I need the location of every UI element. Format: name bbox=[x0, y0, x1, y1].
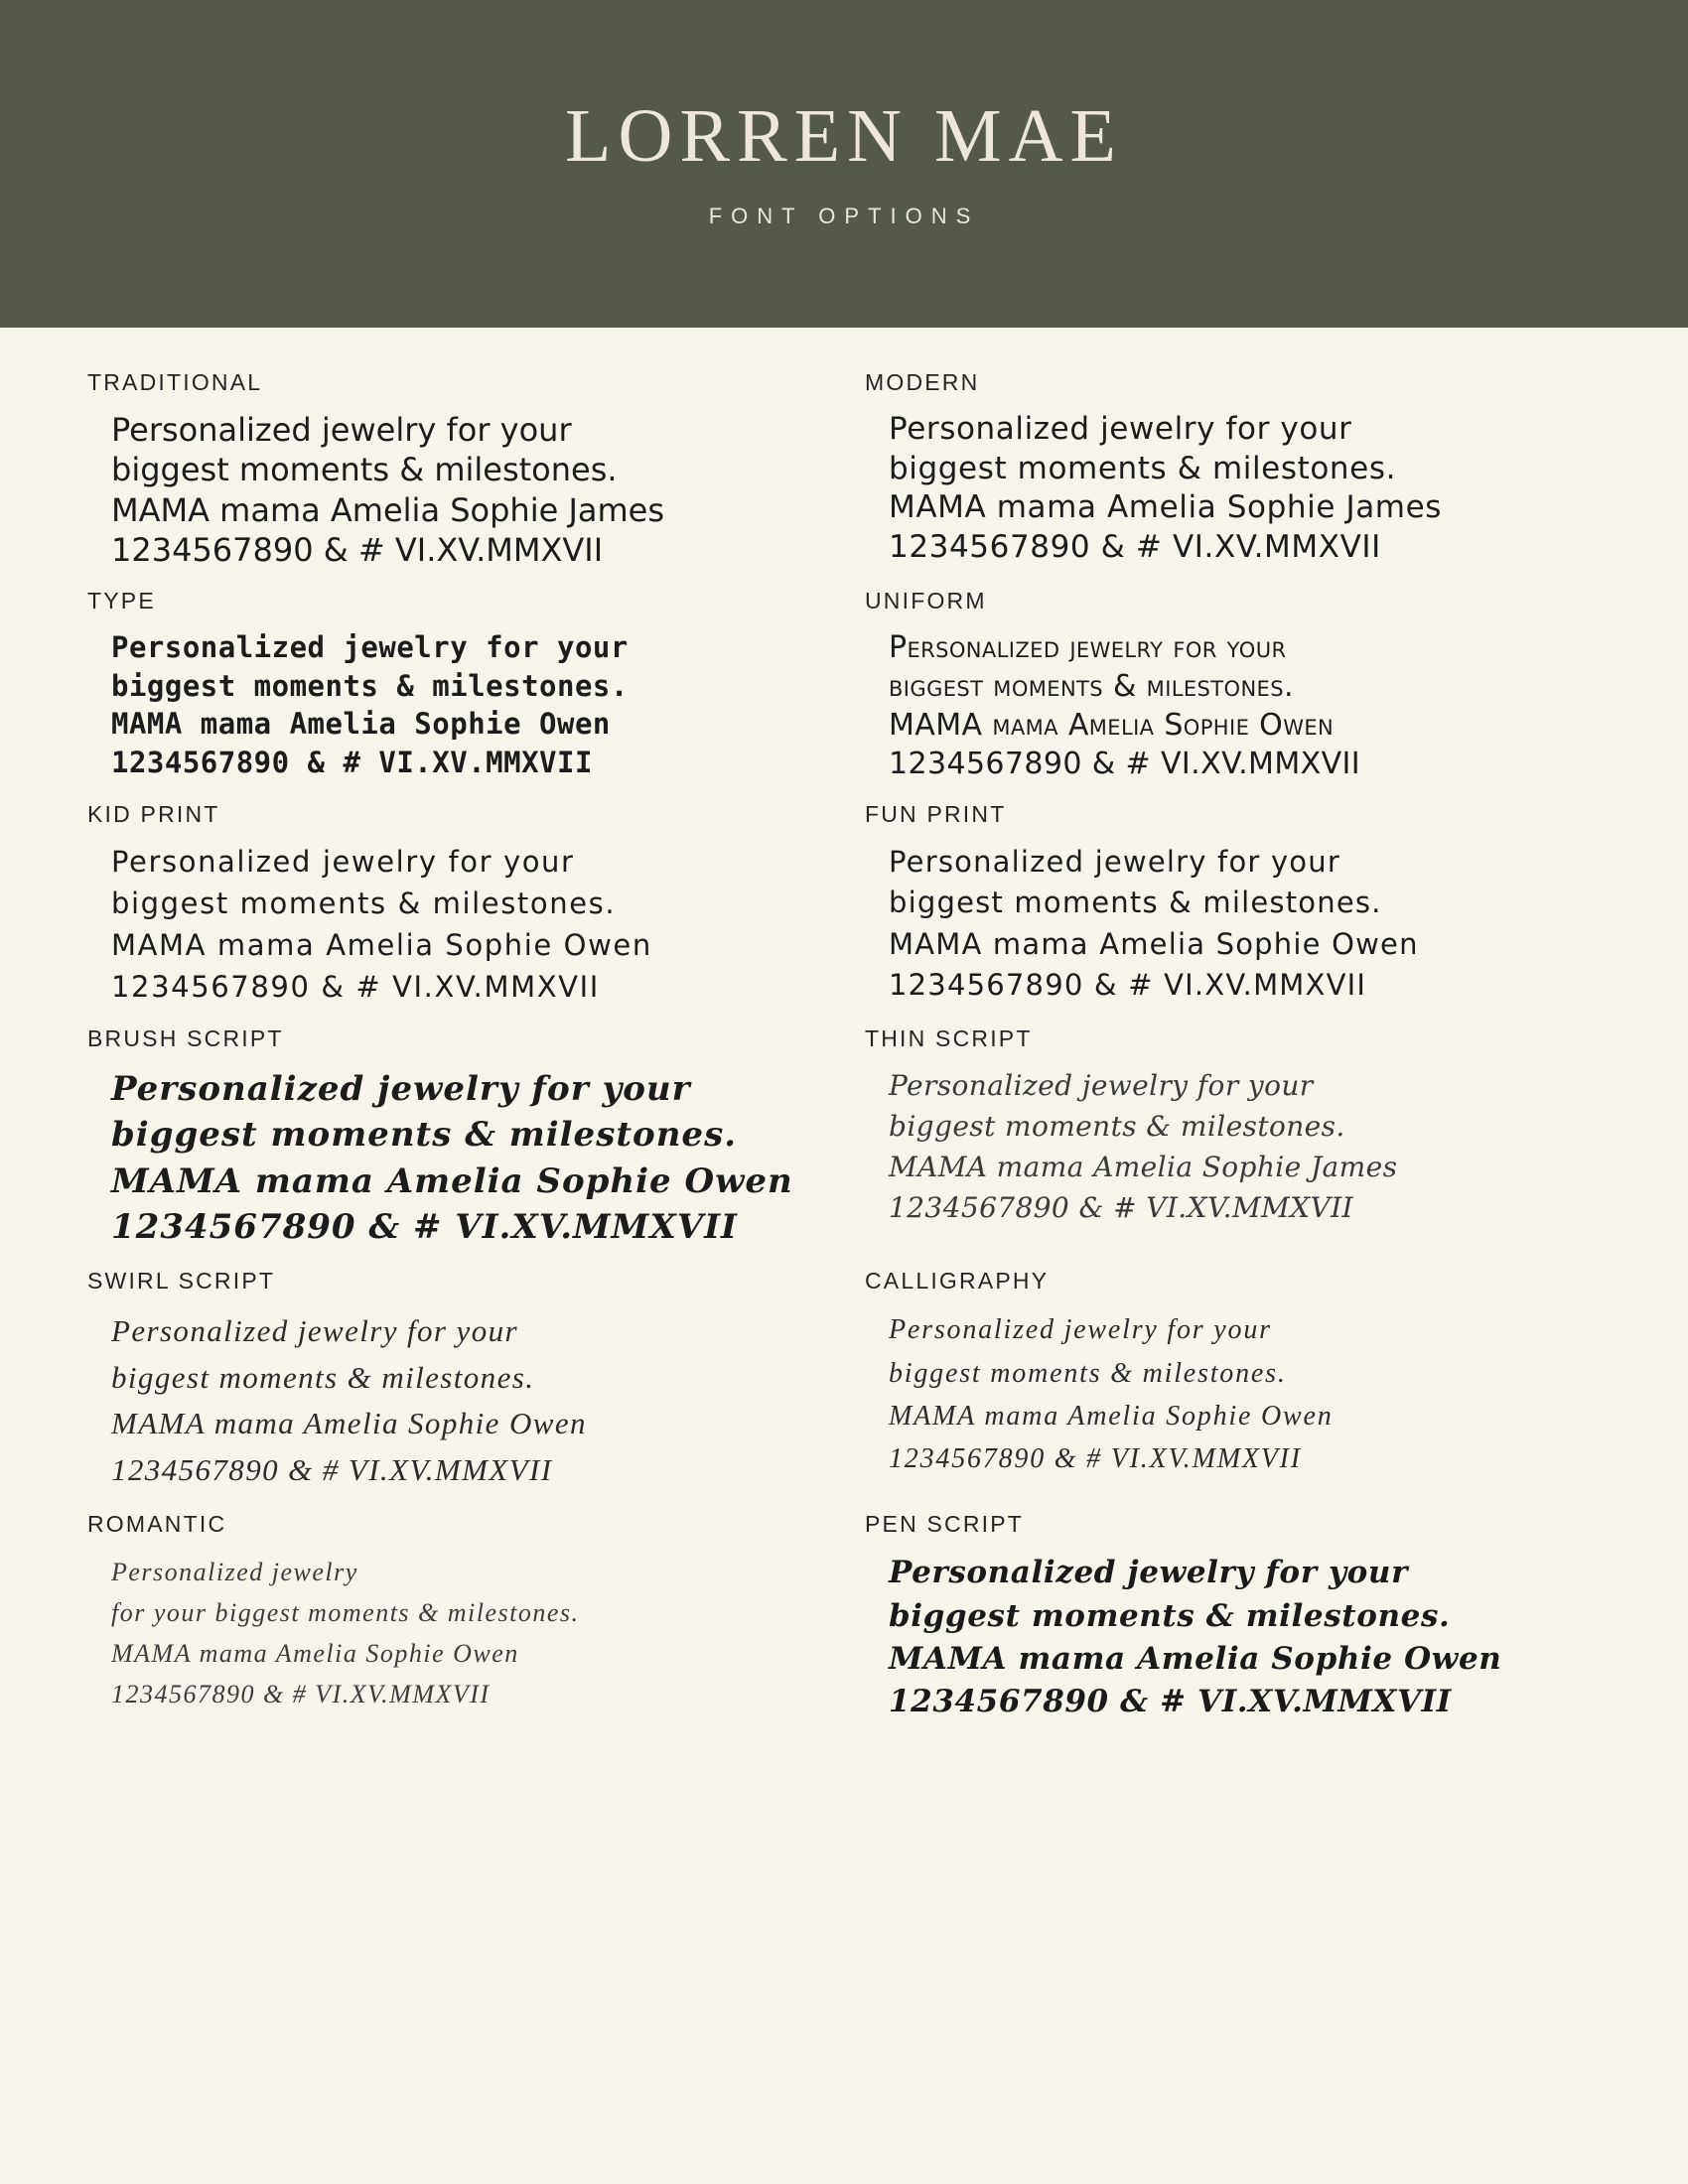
font-block-brush-script bbox=[60, 1025, 793, 1268]
sample-line-2: biggest moments & milestones. bbox=[889, 886, 1382, 920]
font-sample-romantic bbox=[111, 1552, 789, 1714]
sample-line-3: MAMA mama Amelia Sophie James bbox=[889, 489, 1443, 526]
font-sample-brush-script bbox=[111, 1066, 793, 1250]
font-label-traditional: TRADITIONAL bbox=[87, 369, 263, 395]
sample-line-3: MAMA mama Amelia Sophie Owen bbox=[889, 926, 1419, 961]
sample-line-4: 1234567890 & # VI.XV.MMXVII bbox=[111, 969, 600, 1004]
font-sample-thin-script bbox=[889, 1066, 1567, 1229]
sample-line-1: Personalized jewelry bbox=[111, 1558, 358, 1587]
sample-line-1: Personalized jewelry for your bbox=[111, 845, 575, 880]
font-label-calligraphy: CALLIGRAPHY bbox=[865, 1268, 1050, 1295]
sample-line-4: 1234567890 & # VI.XV.MMXVII bbox=[111, 745, 593, 779]
sample-line-2: for your biggest moments & milestones. bbox=[111, 1598, 580, 1628]
sample-line-1: Personalized jewelry for your bbox=[889, 845, 1340, 880]
font-block-swirl-script bbox=[60, 1268, 789, 1511]
font-block-fun-print bbox=[837, 801, 1567, 1025]
font-block-kid-print bbox=[60, 801, 789, 1025]
sample-line-4: 1234567890 & # VI.XV.MMXVII bbox=[889, 747, 1360, 782]
font-sample-fun-print bbox=[889, 842, 1567, 1006]
brand-title: LORREN MAE bbox=[565, 94, 1123, 178]
font-label-romantic: ROMANTIC bbox=[87, 1511, 227, 1538]
sample-line-2: biggest moments & milestones. bbox=[889, 1597, 1451, 1634]
sample-line-1: Personalized jewelry for your bbox=[889, 411, 1352, 447]
font-label-modern: MODERN bbox=[865, 369, 980, 395]
sample-line-4: 1234567890 & # VI.XV.MMXVII bbox=[889, 967, 1367, 1002]
sample-line-3: MAMA mama Amelia Sophie Owen bbox=[111, 927, 652, 962]
font-label-fun-print: FUN PRINT bbox=[865, 801, 1007, 828]
sample-line-3: MAMA mama Amelia Sophie Owen bbox=[889, 1640, 1502, 1677]
font-sample-kid-print bbox=[111, 842, 789, 1008]
font-label-uniform: UNIFORM bbox=[865, 588, 987, 614]
sample-line-1: Personalized jewelry for your bbox=[111, 411, 572, 449]
font-sample-uniform bbox=[889, 628, 1567, 783]
font-block-calligraphy bbox=[837, 1268, 1567, 1511]
sample-line-1: Personalized jewelry for your bbox=[889, 630, 1287, 666]
sample-line-2: biggest moments & milestones. bbox=[889, 1110, 1345, 1144]
sample-line-3: MAMA mama Amelia Sophie Owen bbox=[889, 708, 1335, 744]
sample-line-1: Personalized jewelry for your bbox=[889, 1069, 1314, 1103]
font-sample-modern bbox=[889, 410, 1567, 568]
font-label-brush-script: BRUSH SCRIPT bbox=[87, 1025, 284, 1052]
font-label-thin-script: THIN SCRIPT bbox=[865, 1025, 1033, 1052]
sample-line-2: biggest moments & milestones. bbox=[111, 1115, 738, 1156]
sample-line-1: Personalized jewelry for your bbox=[111, 1069, 691, 1110]
font-block-type bbox=[60, 588, 789, 801]
font-block-modern bbox=[837, 369, 1567, 588]
sample-line-4: 1234567890 & # VI.XV.MMXVII bbox=[889, 1443, 1302, 1475]
sample-line-1: Personalized jewelry for your bbox=[111, 1313, 518, 1349]
sample-line-3: MAMA mama Amelia Sophie Owen bbox=[889, 1400, 1334, 1432]
sample-line-3: MAMA mama Amelia Sophie Owen bbox=[111, 1639, 519, 1669]
page-subtitle: FONT OPTIONS bbox=[708, 204, 980, 228]
sample-line-3: MAMA mama Amelia Sophie James bbox=[889, 1151, 1398, 1183]
sample-line-4: 1234567890 & # VI.XV.MMXVII bbox=[111, 1451, 553, 1487]
sample-line-2: biggest moments & milestones. bbox=[889, 669, 1294, 705]
sample-line-4: 1234567890 & # VI.XV.MMXVII bbox=[111, 530, 604, 569]
font-block-pen-script bbox=[837, 1511, 1567, 1742]
font-label-pen-script: PEN SCRIPT bbox=[865, 1511, 1025, 1538]
sample-line-4: 1234567890 & # VI.XV.MMXVII bbox=[889, 1190, 1353, 1224]
sample-line-1: Personalized jewelry for your bbox=[889, 1314, 1272, 1346]
sample-line-3: MAMA mama Amelia Sophie James bbox=[111, 490, 665, 529]
font-sample-swirl-script bbox=[111, 1308, 789, 1493]
sample-line-3: MAMA mama Amelia Sophie Owen bbox=[111, 1160, 793, 1201]
sample-line-2: biggest moments & milestones. bbox=[111, 1359, 535, 1395]
font-label-type: TYPE bbox=[87, 588, 156, 614]
font-block-traditional bbox=[60, 369, 789, 588]
sample-line-2: biggest moments & milestones. bbox=[889, 450, 1397, 486]
sample-line-4: 1234567890 & # VI.XV.MMXVII bbox=[889, 1684, 1452, 1720]
sample-line-2: biggest moments & milestones. bbox=[111, 451, 618, 489]
sample-line-2: biggest moments & milestones. bbox=[111, 668, 629, 703]
sample-line-2: biggest moments & milestones. bbox=[111, 887, 617, 920]
sample-line-1: Personalized jewelry for your bbox=[889, 1555, 1408, 1591]
page-header bbox=[0, 0, 1688, 328]
font-block-thin-script bbox=[837, 1025, 1567, 1268]
sample-line-1: Personalized jewelry for your bbox=[111, 630, 629, 665]
font-block-uniform bbox=[837, 588, 1567, 801]
font-sample-traditional bbox=[111, 410, 789, 570]
font-sample-type bbox=[111, 628, 789, 781]
sample-line-3: MAMA mama Amelia Sophie Owen bbox=[111, 707, 611, 742]
sample-line-4: 1234567890 & # VI.XV.MMXVII bbox=[111, 1680, 491, 1709]
font-samples-grid bbox=[0, 328, 1688, 2184]
font-label-swirl-script: SWIRL SCRIPT bbox=[87, 1268, 276, 1295]
sample-line-4: 1234567890 & # VI.XV.MMXVII bbox=[889, 529, 1381, 566]
font-sample-calligraphy bbox=[889, 1308, 1567, 1481]
sample-line-3: MAMA mama Amelia Sophie Owen bbox=[111, 1406, 587, 1441]
font-block-romantic bbox=[60, 1511, 789, 1742]
font-sample-pen-script bbox=[889, 1552, 1567, 1724]
font-label-kid-print: KID PRINT bbox=[87, 801, 220, 828]
sample-line-2: biggest moments & milestones. bbox=[889, 1357, 1287, 1389]
sample-line-4: 1234567890 & # VI.XV.MMXVII bbox=[111, 1206, 738, 1247]
